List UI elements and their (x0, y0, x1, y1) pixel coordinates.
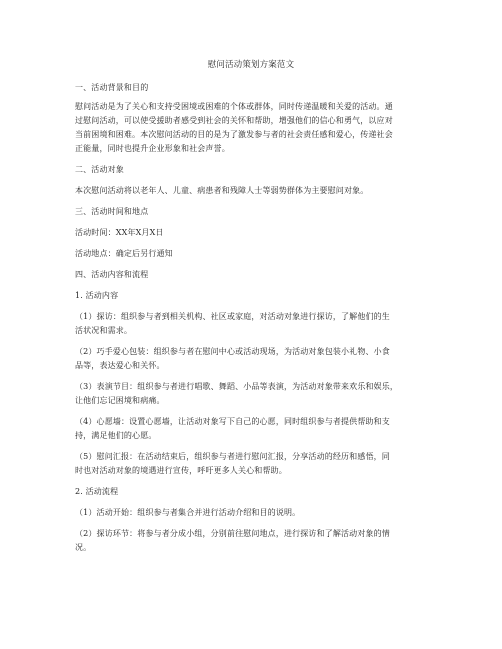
paragraph-line: 正能量，同时也提升企业形象和社会声誉。 (75, 144, 230, 153)
activity-place: 活动地点：确定后另行通知 (75, 249, 173, 258)
list-item-line: （4）心愿墙：设置心愿墙，让活动对象写下自己的心愿，同时组织参与者提供帮助和支 (75, 417, 390, 426)
document-title: 慰问活动策划方案范文 (207, 60, 295, 70)
list-item-line: 让他们忘记困境和病痛。 (75, 396, 165, 405)
paragraph-line: 本次慰问活动将以老年人、儿童、病患者和残障人士等弱势群体为主要慰问对象。 (75, 186, 369, 195)
section-heading-time-place: 三、活动时间和地点 (75, 207, 149, 216)
list-item-line: （1）探访：组织参与者到相关机构、社区或家庭，对活动对象进行探访，了解他们的生 (75, 312, 390, 321)
paragraph-line: 当前困境和困难。本次慰问活动的目的是为了激发参与者的社会责任感和爱心，传递社会 (75, 130, 393, 139)
list-item-line: 品等，表达爱心和关怀。 (75, 361, 165, 370)
section-heading-background: 一、活动背景和目的 (75, 83, 149, 92)
list-item-line: 活状况和需求。 (75, 326, 133, 335)
list-item-line: （3）表演节目：组织参与者进行唱歌、舞蹈、小品等表演，为活动对象带来欢乐和娱乐， (75, 382, 399, 391)
section-heading-targets: 二、活动对象 (75, 165, 124, 174)
list-item-line: （2）探访环节：将参与者分成小组，分别前往慰问地点，进行探访和了解活动对象的情 (75, 529, 390, 538)
section-heading-content-process: 四、活动内容和流程 (75, 270, 149, 279)
list-item-line: （2）巧手爱心包装：组织参与者在慰问中心或活动现场，为活动对象包装小礼物、小食 (75, 347, 390, 356)
list-item-line: 持，满足他们的心愿。 (75, 431, 157, 440)
subheading-content: 1. 活动内容 (75, 291, 119, 300)
list-item-line: 况。 (75, 543, 92, 552)
activity-time: 活动时间：XX年X月X日 (75, 228, 164, 237)
paragraph-line: 过慰问活动，可以使受援助者感受到社会的关怀和帮助，增强他们的信心和勇气，以应对 (75, 116, 393, 125)
list-item-line: 时也对活动对象的境遇进行宣传，呼吁更多人关心和帮助。 (75, 466, 287, 475)
list-item-line: （5）慰问汇报：在活动结束后，组织参与者进行慰问汇报，分享活动的经历和感悟，同 (75, 452, 390, 461)
subheading-process: 2. 活动流程 (75, 487, 119, 496)
paragraph-line: 慰问活动是为了关心和支持受困境或困难的个体或群体，同时传递温暖和关爱的活动。通 (75, 102, 393, 111)
list-item-line: （1）活动开始：组织参与者集合并进行活动介绍和目的说明。 (75, 508, 301, 517)
